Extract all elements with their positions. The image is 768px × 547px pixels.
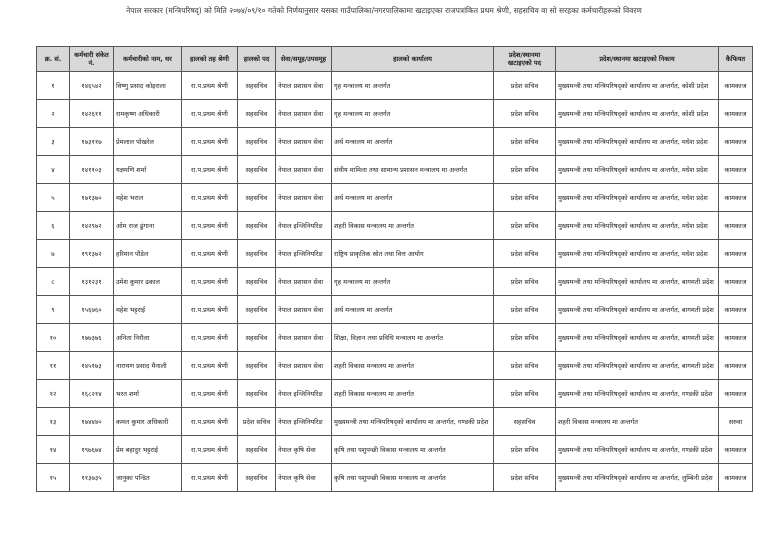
cell-new-body: मुख्यमन्त्री तथा मन्त्रिपरिषद्को कार्यालय मा अन्तर्गत, कोशी प्रदेश <box>556 100 719 128</box>
cell-name: रामकृष्ण अधिकारी <box>114 100 182 128</box>
cell-new-post: प्रदेश सचिव <box>494 184 556 212</box>
cell-new-body: मुख्यमन्त्री तथा मन्त्रिपरिषद्को कार्यालय मा अन्तर्गत, मधेश प्रदेश <box>556 128 719 156</box>
cell-remark: कामकाज <box>719 352 753 380</box>
cell-new-body: मुख्यमन्त्री तथा मन्त्रिपरिषद्को कार्यालय मा अन्तर्गत, लुम्बिनी प्रदेश <box>556 464 719 492</box>
table-header-row <box>37 47 753 72</box>
cell-code: १४११०३ <box>70 156 114 184</box>
cell-office: गृह मन्त्रालय मा अन्तर्गत <box>332 268 494 296</box>
cell-new-body: मुख्यमन्त्री तथा मन्त्रिपरिषद्को कार्यालय मा अन्तर्गत, मधेश प्रदेश <box>556 184 719 212</box>
cell-sn: ११ <box>37 352 70 380</box>
cell-service: नेपाल प्रशासन सेवा <box>276 156 332 184</box>
cell-new-post: प्रदेश सचिव <box>494 436 556 464</box>
table-row <box>37 128 753 156</box>
cell-service: नेपाल प्रशासन सेवा <box>276 100 332 128</box>
cell-post: सहसचिव <box>238 324 276 352</box>
table-row <box>37 380 753 408</box>
cell-post: सहसचिव <box>238 128 276 156</box>
cell-code: १४६५४२ <box>70 72 114 100</box>
cell-new-body: शहरी विकास मन्त्रालय मा अन्तर्गत <box>556 408 719 436</box>
cell-service: नेपाल प्रशासन सेवा <box>276 296 332 324</box>
cell-post: सहसचिव <box>238 156 276 184</box>
cell-code: १४२९७२ <box>70 212 114 240</box>
cell-name: ओम राज ढुंगाना <box>114 212 182 240</box>
cell-post: सहसचिव <box>238 268 276 296</box>
table-row <box>37 100 753 128</box>
cell-sn: ७ <box>37 240 70 268</box>
cell-post: सहसचिव <box>238 184 276 212</box>
cell-remark: कामकाज <box>719 156 753 184</box>
cell-new-body: मुख्यमन्त्री तथा मन्त्रिपरिषद्को कार्यालय मा अन्तर्गत, मधेश प्रदेश <box>556 156 719 184</box>
cell-post: प्रदेश सचिव <box>238 408 276 436</box>
cell-new-post: प्रदेश सचिव <box>494 100 556 128</box>
document-title: नेपाल सरकार (मन्त्रिपरिषद्) को मिति २०७४/०९/१० गतेको निर्णयानुसार यसका गाउँपालिका/नगरपालिकामा खटाइएका राजपत्रांकित प्रथम श्रेणी, सहसचिव वा सो सरहका कर्मचारीहरूको विवरण <box>126 6 642 15</box>
cell-code: १४५१७३ <box>70 352 114 380</box>
cell-remark: कामकाज <box>719 72 753 100</box>
table-row <box>37 156 753 184</box>
table-body <box>37 72 753 492</box>
cell-office: मुख्यमन्त्री तथा मन्त्रिपरिषद्को कार्यालय मा अन्तर्गत, गण्डकी प्रदेश <box>332 408 494 436</box>
table-row <box>37 72 753 100</box>
cell-name: महेश भराल <box>114 184 182 212</box>
cell-office: शहरी विकास मन्त्रालय मा अन्तर्गत <box>332 352 494 380</box>
cell-new-body: मुख्यमन्त्री तथा मन्त्रिपरिषद्को कार्यालय मा अन्तर्गत, बागमती प्रदेश <box>556 296 719 324</box>
cell-code: १६८२१४ <box>70 380 114 408</box>
cell-remark: कामकाज <box>719 212 753 240</box>
cell-office: शहरी विकास मन्त्रालय मा अन्तर्गत <box>332 212 494 240</box>
header-new-post: प्रदेश/स्थानमा खटाइएको पद <box>494 47 556 72</box>
cell-level: रा.प.प्रथम श्रेणी <box>182 184 238 212</box>
cell-post: सहसचिव <box>238 436 276 464</box>
cell-code: १७७३७६ <box>70 324 114 352</box>
cell-code: १७३११७ <box>70 128 114 156</box>
header-office: हालको कार्यालय <box>332 47 494 72</box>
table-row <box>37 436 753 464</box>
cell-service: नेपाल इन्जिनियरिङ <box>276 240 332 268</box>
cell-name: जानुका पन्डित <box>114 464 182 492</box>
cell-service: नेपाल इन्जिनियरिङ <box>276 380 332 408</box>
cell-new-body: मुख्यमन्त्री तथा मन्त्रिपरिषद्को कार्यालय मा अन्तर्गत, बागमती प्रदेश <box>556 324 719 352</box>
cell-name: उमेश कुमार ढकाल <box>114 268 182 296</box>
cell-name: नारायण प्रसाद मैनाली <box>114 352 182 380</box>
cell-name: कमल कुमार अधिकारी <box>114 408 182 436</box>
cell-new-body: मुख्यमन्त्री तथा मन्त्रिपरिषद्को कार्यालय मा अन्तर्गत, बागमती प्रदेश <box>556 352 719 380</box>
cell-office: राष्ट्रिय प्राकृतिक स्रोत तथा वित्त आयोग <box>332 240 494 268</box>
cell-level: रा.प.प्रथम श्रेणी <box>182 268 238 296</box>
header-service: सेवा/समूह/उपसमूह <box>276 47 332 72</box>
cell-office: कृषि तथा पशुपन्छी विकास मन्त्रालय मा अन्तर्गत <box>332 464 494 492</box>
cell-remark: कामकाज <box>719 324 753 352</box>
cell-level: रा.प.प्रथम श्रेणी <box>182 436 238 464</box>
header-post: हालको पद <box>238 47 276 72</box>
cell-name: प्रेम बहादुर भट्टराई <box>114 436 182 464</box>
cell-remark: कामकाज <box>719 296 753 324</box>
officials-table <box>36 46 753 492</box>
cell-service: नेपाल प्रशासन सेवा <box>276 184 332 212</box>
cell-office: कृषि तथा पशुपन्छी विकास मन्त्रालय मा अन्तर्गत <box>332 436 494 464</box>
cell-level: रा.प.प्रथम श्रेणी <box>182 352 238 380</box>
cell-remark: कामकाज <box>719 380 753 408</box>
cell-remark: कामकाज <box>719 268 753 296</box>
cell-new-post: प्रदेश सचिव <box>494 380 556 408</box>
cell-office: अर्थ मन्त्रालय मा अन्तर्गत <box>332 296 494 324</box>
cell-new-body: मुख्यमन्त्री तथा मन्त्रिपरिषद्को कार्यालय मा अन्तर्गत, मधेश प्रदेश <box>556 212 719 240</box>
cell-code: १३१२३१ <box>70 268 114 296</box>
cell-name: प्रेमलाल पोखरेल <box>114 128 182 156</box>
cell-service: नेपाल प्रशासन सेवा <box>276 352 332 380</box>
header-level: हालको तह श्रेणी <box>182 47 238 72</box>
cell-service: नेपाल इन्जिनियरिङ <box>276 408 332 436</box>
cell-level: रा.प.प्रथम श्रेणी <box>182 380 238 408</box>
header-new-body: प्रदेश/स्थानमा खटाइएको निकाय <box>556 47 719 72</box>
cell-code: १९७६७४ <box>70 436 114 464</box>
cell-post: सहसचिव <box>238 464 276 492</box>
cell-sn: ३ <box>37 128 70 156</box>
cell-new-post: प्रदेश सचिव <box>494 352 556 380</box>
cell-sn: १ <box>37 72 70 100</box>
cell-new-post: प्रदेश सचिव <box>494 268 556 296</box>
cell-new-body: मुख्यमन्त्री तथा मन्त्रिपरिषद्को कार्यालय मा अन्तर्गत, गण्डकी प्रदेश <box>556 380 719 408</box>
table-row <box>37 408 753 436</box>
cell-new-post: प्रदेश सचिव <box>494 72 556 100</box>
cell-service: नेपाल कृषि सेवा <box>276 436 332 464</box>
cell-office: गृह मन्त्रालय मा अन्तर्गत <box>332 100 494 128</box>
cell-new-body: मुख्यमन्त्री तथा मन्त्रिपरिषद्को कार्यालय मा अन्तर्गत, गण्डकी प्रदेश <box>556 436 719 464</box>
cell-office: अर्थ मन्त्रालय मा अन्तर्गत <box>332 128 494 156</box>
cell-level: रा.प.प्रथम श्रेणी <box>182 156 238 184</box>
cell-code: १७४४४० <box>70 408 114 436</box>
cell-new-post: प्रदेश सचिव <box>494 240 556 268</box>
cell-remark: कामकाज <box>719 464 753 492</box>
cell-level: रा.प.प्रथम श्रेणी <box>182 324 238 352</box>
header-code: कर्मचारी संकेत नं. <box>70 47 114 72</box>
table-row <box>37 464 753 492</box>
cell-sn: २ <box>37 100 70 128</box>
cell-name: महेश भट्टराई <box>114 296 182 324</box>
cell-sn: १३ <box>37 408 70 436</box>
cell-code: १९१३७२ <box>70 240 114 268</box>
cell-post: सहसचिव <box>238 212 276 240</box>
cell-sn: १० <box>37 324 70 352</box>
cell-sn: १४ <box>37 436 70 464</box>
cell-sn: ९ <box>37 296 70 324</box>
cell-code: १५६७६० <box>70 296 114 324</box>
cell-code: ११३७३५ <box>70 464 114 492</box>
table-row <box>37 296 753 324</box>
table-row <box>37 352 753 380</box>
cell-new-body: मुख्यमन्त्री तथा मन्त्रिपरिषद्को कार्यालय मा अन्तर्गत, बागमती प्रदेश <box>556 268 719 296</box>
cell-post: सहसचिव <box>238 240 276 268</box>
cell-remark: सरुवा <box>719 408 753 436</box>
cell-name: भरत शर्मा <box>114 380 182 408</box>
cell-service: नेपाल प्रशासन सेवा <box>276 324 332 352</box>
cell-office: अर्थ मन्त्रालय मा अन्तर्गत <box>332 184 494 212</box>
cell-new-post: प्रदेश सचिव <box>494 296 556 324</box>
cell-service: नेपाल प्रशासन सेवा <box>276 72 332 100</box>
table-row <box>37 324 753 352</box>
cell-remark: कामकाज <box>719 436 753 464</box>
cell-sn: ६ <box>37 212 70 240</box>
cell-level: रा.प.प्रथम श्रेणी <box>182 72 238 100</box>
cell-level: रा.प.प्रथम श्रेणी <box>182 296 238 324</box>
cell-code: १७१३७० <box>70 184 114 212</box>
cell-service: नेपाल कृषि सेवा <box>276 464 332 492</box>
cell-new-post: सहसचिव <box>494 408 556 436</box>
cell-level: रा.प.प्रथम श्रेणी <box>182 408 238 436</box>
header-serial: क्र. सं. <box>37 47 70 72</box>
cell-sn: ४ <box>37 156 70 184</box>
cell-name: अनिता निरौला <box>114 324 182 352</box>
cell-new-post: प्रदेश सचिव <box>494 156 556 184</box>
cell-office: गृह मन्त्रालय मा अन्तर्गत <box>332 72 494 100</box>
cell-post: सहसचिव <box>238 296 276 324</box>
cell-code: १४२६११ <box>70 100 114 128</box>
cell-name: यज्ञमणि शर्मा <box>114 156 182 184</box>
table-row <box>37 212 753 240</box>
cell-new-body: मुख्यमन्त्री तथा मन्त्रिपरिषद्को कार्यालय मा अन्तर्गत, कोशी प्रदेश <box>556 72 719 100</box>
cell-name: विष्णु प्रसाद कोइराला <box>114 72 182 100</box>
cell-new-post: प्रदेश सचिव <box>494 324 556 352</box>
cell-name: हरिमान पौडेल <box>114 240 182 268</box>
cell-level: रा.प.प्रथम श्रेणी <box>182 464 238 492</box>
table-row <box>37 268 753 296</box>
cell-service: नेपाल प्रशासन सेवा <box>276 128 332 156</box>
cell-sn: १५ <box>37 464 70 492</box>
table-row <box>37 240 753 268</box>
cell-remark: कामकाज <box>719 100 753 128</box>
cell-service: नेपाल प्रशासन सेवा <box>276 268 332 296</box>
cell-post: सहसचिव <box>238 100 276 128</box>
cell-level: रा.प.प्रथम श्रेणी <box>182 100 238 128</box>
cell-level: रा.प.प्रथम श्रेणी <box>182 128 238 156</box>
cell-level: रा.प.प्रथम श्रेणी <box>182 212 238 240</box>
cell-office: शिक्षा, विज्ञान तथा प्रविधि मन्त्रालय मा अन्तर्गत <box>332 324 494 352</box>
cell-level: रा.प.प्रथम श्रेणी <box>182 240 238 268</box>
header-name: कर्मचारीको नाम, थर <box>114 47 182 72</box>
cell-service: नेपाल इन्जिनियरिङ <box>276 212 332 240</box>
cell-post: सहसचिव <box>238 380 276 408</box>
cell-remark: कामकाज <box>719 128 753 156</box>
cell-post: सहसचिव <box>238 352 276 380</box>
cell-office: संघीय मामिला तथा सामान्य प्रशासन मन्त्रालय मा अन्तर्गत <box>332 156 494 184</box>
cell-sn: १२ <box>37 380 70 408</box>
cell-office: शहरी विकास मन्त्रालय मा अन्तर्गत <box>332 380 494 408</box>
cell-remark: कामकाज <box>719 240 753 268</box>
cell-new-post: प्रदेश सचिव <box>494 464 556 492</box>
cell-sn: ५ <box>37 184 70 212</box>
cell-sn: ८ <box>37 268 70 296</box>
cell-post: सहसचिव <box>238 72 276 100</box>
cell-new-post: प्रदेश सचिव <box>494 128 556 156</box>
cell-new-post: प्रदेश सचिव <box>494 212 556 240</box>
table-row <box>37 184 753 212</box>
cell-new-body: मुख्यमन्त्री तथा मन्त्रिपरिषद्को कार्यालय मा अन्तर्गत, मधेश प्रदेश <box>556 240 719 268</box>
header-remark: कैफियत <box>719 47 753 72</box>
cell-remark: कामकाज <box>719 184 753 212</box>
